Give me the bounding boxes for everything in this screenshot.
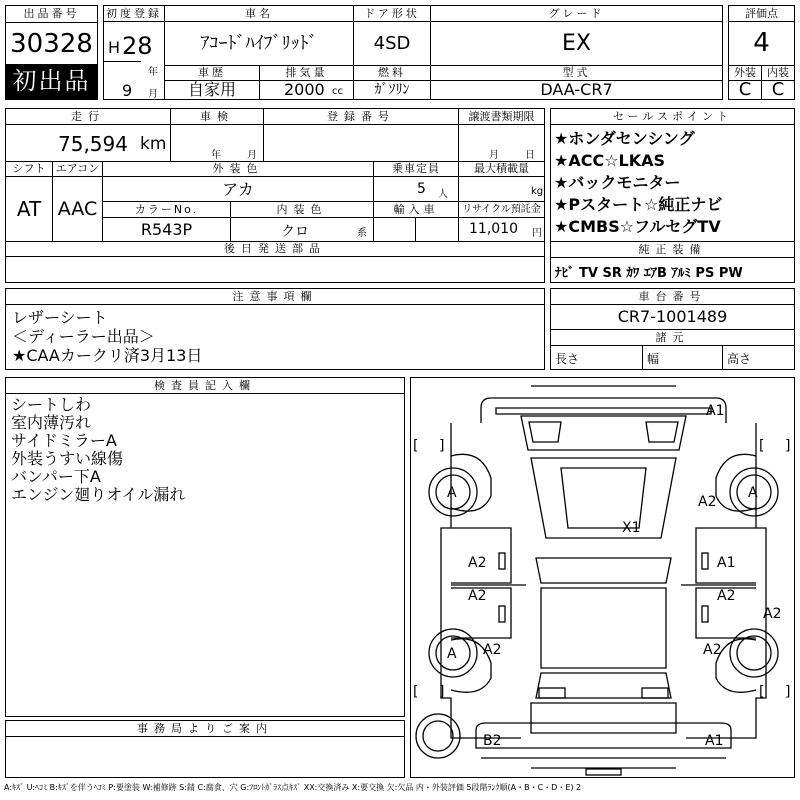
equipment-label: 純正装備 [551,241,794,258]
equipment-item: TV [579,266,598,281]
int-color-label: 内装色 [231,202,374,218]
sales-point-item: ★CMBS☆フルセグTV [554,217,721,236]
rear-window [536,673,671,698]
rear-bumper [476,723,731,748]
front-bumper-inner [496,408,711,414]
bracket-left-bottom-close: ] [439,684,445,700]
equipment-item: ｴｱB [643,266,667,281]
shift: AT [6,177,53,241]
dimensions-label: 諸元 [551,329,794,346]
chassis-number: CR7-1001489 [617,307,728,326]
sales-points-label: セールスポイント [551,109,794,125]
notes-box [5,288,545,370]
year-unit: 年 [148,67,158,78]
transfer-deadline-cell [459,125,544,161]
mileage: 75,594 [58,132,128,156]
recycle-label: リサイクル預託金 [459,202,544,218]
lot-number-label: 出品番号 [6,6,97,23]
sales-point-item: ★バックモニター [554,173,681,192]
mileage-label: 走行 [6,109,171,125]
sales-point-item: ★Pスタート☆純正ナビ [554,195,723,214]
bracket-left-close: ] [439,438,445,454]
hood-center [561,468,646,528]
ac: AAC [53,177,103,241]
mark-left-rear-fender: A2 [703,642,722,658]
legend: A:ｷｽﾞ U:ﾍｺﾐ B:ｷｽﾞを伴うﾍｺﾐ P:要塗装 W:補修跡 S:錆 C:腐食、穴 G:ﾌﾛﾝﾄｶﾞﾗｽ点ｷｽﾞ XX:交換済み X:要交換 欠:欠品 内・外装評価 5段階ﾗﾝｸ順(A・B・C・D・E) 2 [4,783,582,792]
model: DAA-CR7 [540,81,613,99]
mark-front-bumper: A1 [706,403,725,419]
model-label: 型式 [431,65,722,81]
bracket-right-close: ] [785,438,791,454]
inspector-line: 室内薄汚れ [11,413,92,432]
score-label: 評価点 [729,6,794,22]
headlight-left [529,422,561,442]
mark-right-rear-fender: A2 [483,642,502,658]
import-cell-a [374,218,416,241]
history: 自家用 [165,81,260,99]
wheel-mark-rear-left: A [447,646,457,662]
door-label: ドア形状 [354,6,431,22]
color-no: R543P [103,218,231,241]
height-cell [723,346,794,369]
height-label: 高さ [727,352,752,366]
month: 9 [122,81,133,100]
note-line: ★CAAカークリ済3月13日 [12,346,203,365]
history-label: 車歴 [165,65,260,81]
mark-front-left-fender: A2 [698,494,717,510]
equipment-item: ﾅﾋﾞ [555,266,575,281]
wheel-mark-front-right: A [748,485,758,501]
recycle-amount: 11,010 [469,221,518,237]
mark-hood: X1 [622,520,641,536]
inspector-label: 検査員記入欄 [6,378,404,394]
bracket-left-open: [ [413,438,419,454]
transfer-deadline-label: 譲渡書類期限 [459,109,544,125]
ext-color: アカ [103,177,374,202]
transfer-day-unit: 日 [525,150,535,161]
width-label: 幅 [647,352,660,366]
lot-number: 30328 [10,29,93,59]
rear-right-arch [716,639,756,693]
equipment-item: ｶﾜ [626,266,640,281]
inspector-lines [11,396,185,504]
max-load-label: 最大積載量 [459,161,544,177]
capacity-unit: 人 [438,189,448,200]
front-bumper-outline [481,386,726,423]
mark-rear-left: B2 [483,733,502,749]
inspection-year-unit: 年 [211,150,221,161]
interior-score: C [771,81,785,99]
lot-box [5,5,98,100]
wheel-mark-front-left: A [447,485,457,501]
capacity: 5 [417,181,426,197]
car-diagram-box [410,377,795,778]
inspector-line: シートしわ [11,395,92,414]
bracket-left-bottom-open: [ [413,684,419,700]
transfer-month-unit: 月 [489,150,499,161]
max-load-unit: kg [531,186,544,197]
exterior-score-label: 外装 [729,65,762,81]
roof [541,588,666,668]
headlight-right [646,422,678,442]
equipment-item: PW [718,266,743,281]
details-table [5,108,545,283]
inspector-line: エンジン廻りオイル漏れ [11,485,186,504]
era: H [108,38,121,57]
chassis-box [550,288,795,370]
inspector-box [5,377,405,717]
inspection-label: 車検 [171,109,264,125]
sales-points-box [550,108,795,283]
grille-outline [521,416,686,450]
note-line: レザーシート [12,308,108,327]
displacement: 2000 [284,80,325,99]
mark-right-front-door: A2 [468,555,487,571]
first-listing-badge: 初出品 [6,64,97,99]
front-left-arch [451,454,491,511]
fuel: ｶﾞｿﾘﾝ [354,81,431,99]
chassis-label: 車台番号 [551,289,794,305]
header-table [103,5,723,100]
later-parts-label: 後日発送部品 [6,241,544,257]
hood-outline [531,458,676,538]
reg-number-label: 登録番号 [264,109,459,125]
car-diagram [411,378,794,777]
bracket-right-bottom-open: [ [759,684,765,700]
mileage-cell [6,125,171,161]
month-divider [104,61,141,62]
length-label: 長さ [555,352,580,366]
score: 4 [753,28,770,58]
inspection-month-unit: 月 [247,150,257,161]
capacity-cell [374,177,459,202]
equipment-item: SR [602,266,622,281]
notes-lines [12,308,202,365]
equipment-list [555,262,743,281]
equipment-item: PS [695,266,715,281]
displacement-unit: cc [332,86,343,97]
mark-right-rear-door: A2 [468,588,487,604]
grade: EX [562,31,591,56]
inspector-line: バンパー下A [11,467,101,486]
import-label: 輸入車 [374,202,459,218]
mark-left-front-door: A1 [717,555,736,571]
mark-left-side: A2 [763,606,782,622]
mileage-unit: km [140,134,167,154]
capacity-label: 乗車定員 [374,161,459,177]
ext-color-label: 外装色 [103,161,374,177]
inspection-cell [171,125,264,161]
door-type: 4SD [354,22,431,65]
color-no-label: カラーNo. [103,202,231,218]
sales-point-item: ★ホンダセンシング [554,129,695,148]
mark-left-rear-door: A2 [717,588,736,604]
displacement-cell [260,81,354,99]
int-color: クロ [281,224,309,240]
int-color-unit: 系 [357,228,367,239]
ac-label: エアコン [53,161,103,177]
month-unit: 月 [148,89,158,100]
front-right-arch [716,454,756,511]
notes-label: 注意事項欄 [6,289,544,305]
office-box [5,720,405,778]
exterior-score: C [729,81,762,99]
int-color-cell [231,218,374,241]
windshield [536,558,671,583]
length-cell [551,346,643,369]
shift-label: シフト [6,161,53,177]
bracket-right-open: [ [759,438,765,454]
bracket-right-bottom-close: ] [785,684,791,700]
displacement-label: 排気量 [260,65,354,81]
year: 28 [122,32,153,60]
recycle-unit: 円 [532,228,542,239]
trunk-outline [531,703,676,733]
inspector-line: サイドミラーA [11,431,117,450]
sales-points-list [554,128,722,238]
import-cell-b [416,218,459,241]
reg-number-cell [264,125,459,161]
note-line: ＜ディーラー出品＞ [12,327,155,346]
equipment-item: ｱﾙﾐ [671,266,691,281]
office-label: 事務局よりご案内 [6,721,404,737]
first-reg-label: 初度登録 [104,6,165,22]
car-name-label: 車名 [165,6,354,22]
sales-point-item: ★ACC☆LKAS [554,151,666,170]
width-cell [643,346,723,369]
fuel-label: 燃料 [354,65,431,81]
inspector-line: 外装うすい線傷 [11,449,124,468]
rear-bumper-lower [481,758,726,768]
grade-label: グレード [431,6,722,22]
score-box [728,5,795,100]
mark-rear-bumper: A1 [705,733,724,749]
max-load-cell [459,177,544,202]
interior-score-label: 内装 [762,65,794,81]
car-name: ｱｺｰﾄﾞﾊｲﾌﾞﾘｯﾄﾞ [165,22,354,65]
recycle-cell [459,218,544,241]
